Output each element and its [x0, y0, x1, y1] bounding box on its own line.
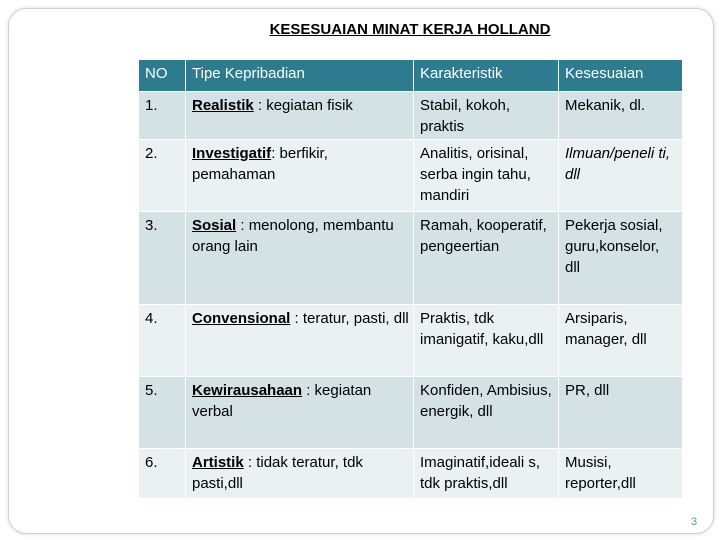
header-no: NO [139, 60, 186, 92]
characteristic-cell: Praktis, tdk imanigatif, kaku,dll [414, 305, 559, 377]
row-number: 6. [139, 449, 186, 499]
personality-type-desc: : menolong, membantu orang lain [192, 217, 394, 255]
row-number: 2. [139, 140, 186, 212]
personality-type-desc: : kegiatan fisik [253, 97, 353, 114]
row-number: 1. [139, 92, 186, 140]
page-number: 3 [691, 516, 698, 528]
holland-table [139, 60, 683, 499]
personality-type-name: Investigatif [192, 145, 272, 162]
personality-type-name: Sosial [192, 217, 237, 234]
suitability-cell: Ilmuan/peneli ti, dll [559, 140, 683, 212]
table-header-row [139, 60, 683, 92]
row-number: 4. [139, 305, 186, 377]
personality-type-cell [186, 140, 414, 212]
personality-type-cell [186, 305, 414, 377]
personality-type-desc: : kegiatan verbal [192, 382, 372, 420]
suitability-cell: Mekanik, dl. [559, 92, 683, 140]
suitability-cell: Musisi, reporter,dll [559, 449, 683, 499]
row-number: 3. [139, 212, 186, 305]
characteristic-cell: Imaginatif,ideali s, tdk praktis,dll [414, 449, 559, 499]
table-row [139, 92, 683, 140]
table-row [139, 377, 683, 449]
table-row [139, 212, 683, 305]
personality-type-desc: : berfikir, pemahaman [192, 145, 328, 183]
personality-type-desc: : tidak teratur, tdk pasti,dll [192, 454, 363, 492]
slide-title: KESESUAIAN MINAT KERJA HOLLAND [269, 21, 551, 38]
suitability-cell: PR, dll [559, 377, 683, 449]
suitability-cell: Arsiparis, manager, dll [559, 305, 683, 377]
personality-type-cell [186, 377, 414, 449]
personality-type-cell [186, 449, 414, 499]
personality-type-cell [186, 92, 414, 140]
personality-type-name: Realistik [192, 97, 254, 114]
header-kesesuaian: Kesesuaian [559, 60, 683, 92]
table-row [139, 305, 683, 377]
characteristic-cell: Konfiden, Ambisius, energik, dll [414, 377, 559, 449]
personality-type-name: Convensional [192, 310, 291, 327]
personality-type-name: Artistik [192, 454, 244, 471]
characteristic-cell: Stabil, kokoh, praktis [414, 92, 559, 140]
table-row [139, 449, 683, 499]
header-tipe-kepribadian: Tipe Kepribadian [186, 60, 414, 92]
header-karakteristik: Karakteristik [414, 60, 559, 92]
table-row [139, 140, 683, 212]
characteristic-cell: Analitis, orisinal, serba ingin tahu, mandiri [414, 140, 559, 212]
personality-type-name: Kewirausahaan [192, 382, 303, 399]
personality-type-desc: : teratur, pasti, dll [290, 310, 409, 327]
suitability-cell: Pekerja sosial, guru,konselor, dll [559, 212, 683, 305]
characteristic-cell: Ramah, kooperatif, pengeertian [414, 212, 559, 305]
row-number: 5. [139, 377, 186, 449]
personality-type-cell [186, 212, 414, 305]
